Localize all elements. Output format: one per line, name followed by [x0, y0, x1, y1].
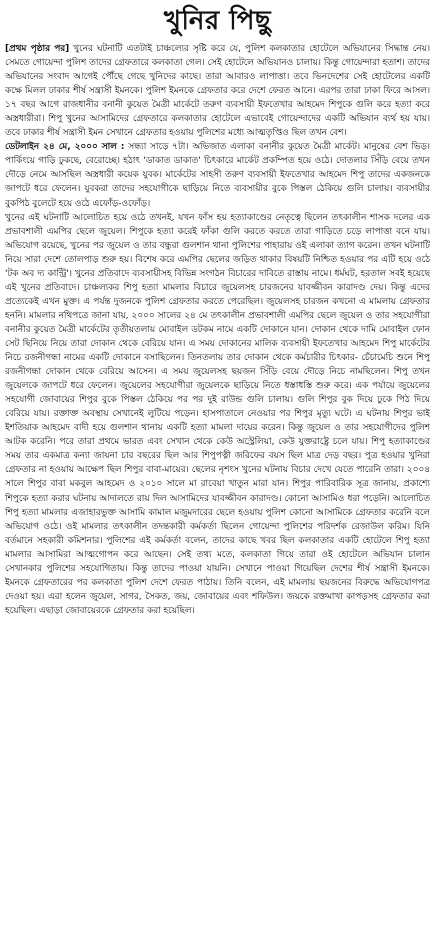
continued-label: [প্রথম পৃষ্ঠার পর]: [5, 44, 70, 54]
article-headline: খুনির পিছু: [163, 6, 272, 36]
article-paragraph: [5, 211, 430, 618]
article-paragraph: [5, 42, 430, 140]
article-body: [5, 42, 430, 929]
paragraph-text: সন্ধ্যা সাড়ে ৭টা। অভিজাত এলাকা বনানীর কুয়েত মৈত্রী মার্কেট। মানুষের বেশ ভিড়। পার্কিংয়ে গাড়ি ঢুকছে, বেরোচ্ছে। হঠাৎ 'ডাকাত ডাকাত' চিৎকারে মার্কেট প্রকম্পিত হয়ে ওঠে। দোতলার সিঁড়ি বেয়ে তখন দৌড়ে নেমে আসছিল অস্ত্রধারী কয়েক যুবক। মার্কেটের সাহসী তরুণ ব্যবসায়ী ইফতেখার আহমেদ শিপু তাদের একজনকে জাপটে ধরে ফেলেন। যুবকরা তাদের সহযোগীকে ছাড়িয়ে নিতে ব্যবসায়ীর বুকে পিস্তল ঠেকিয়ে গুলি চালায়। ব্যবসায়ীর বুকপিঠ বুলেটে হয়ে ওঠে এফোঁড়-ওফোঁড়।: [5, 142, 430, 209]
paragraph-text: খুনের ঘটনাটি এতটাই চাঞ্চল্যের সৃষ্টি করে যে, পুলিশ কলকাতার হোটেলে অভিযানের সিদ্ধান্ত নেয়। সেমতে গোয়েন্দা পুলিশ তাদের গ্রেফতারে কলকাতা গেল। সেই হোটেলে অভিযানও চালায়। কিন্তু গোয়েন্দারা হতাশ। তাদের অভিযানের সংবাদ আগেই পৌঁছে গেছে খুনিদের কাছে। তারা আবারও লাপাত্তা। তবে ভিনদেশের সেই হোটেলের একটি কক্ষে মিলল ঢাকার শীর্ষ সন্ত্রাসী ইমনকে। পুলিশ ইমনকে গ্রেফতার করে দেশে ফেরত আনে। এরপর তারা ঢাকা ফিরে আসল। ১৭ বছর আগে রাজধানীর বনানী কুয়েত মৈত্রী মার্কেটে তরুণ ব্যবসায়ী ইফতেখার আহমেদ শিপুকে গুলি করে হত্যা করে অস্ত্রধারীরা। শিপু খুনের আসামিদের গ্রেফতারে কলকাতার হোটেলে এভাবেই গোয়েন্দাদের একটি অভিযান ব্যর্থ হয় যায়। তবে ঢাকার শীর্ষ সন্ত্রাসী ইমন সেখানে গ্রেফতার হওয়ায় পুলিশের মধ্যে আত্মতৃপ্তিও ছিল তখন বেশ।: [5, 44, 430, 139]
dateline: ডেটলাইন ২৪ মে, ২০০০ সাল :: [5, 142, 125, 153]
article-paragraph: [5, 140, 430, 210]
paragraph-text: খুনের এই ঘটনাটি আলোচিত হয়ে ওঠে তখনই, যখন ফাঁস হয় হত্যাকাণ্ডের নেতৃত্বে ছিলেন তৎকালীন শাসক দলের এক প্রভাবশালী এমপির ছেলে জুয়েল। শিপুকে হত্যা করেই ফাঁকা গুলি করতে করতে তারা গাড়িতে চড়ে লাপাত্তা বনে যায়। অভিযোগ রয়েছে, খুনের পর জুয়েল ও তার বন্ধুরা গুলশান থানা পুলিশের পাহারায় ওই এলাকা ত্যাগ করেন। তখন ঘটনাটি নিয়ে সারা দেশে তোলপাড় শুরু হয়। বিশেষ করে এমপির ছেলের জড়িত থাকার বিষয়টি নিশ্চিত হওয়ার পর এটি হয়ে ওঠে 'টক অব দ্য কান্ট্রি'। খুনের প্রতিবাদে ব্যবসায়ীসহ বিভিন্ন সংগঠন বিচারের দাবিতে রাস্তায় নামে। ধর্মঘট, হরতাল সবই হয়েছে এই খুনের প্রতিবাদে। চাঞ্চল্যকর শিপু হত্যা মামলার বিচারে জুয়েলসহ চারজনের যাবজ্জীবন কারাদণ্ড দেয়। কিন্তু এদের প্রত্যেকেই এখন মুক্ত। এ পর্যন্ত দুজনকে পুলিশ গ্রেফতার করতে পেরেছিল। জুয়েলসহ চারজন কখনো এ মামলায় গ্রেফতার হননি। মামলার নথিপত্রে জানা যায়, ২০০০ সালের ২৪ মে তৎকালীন প্রভাবশালী এমপির ছেলে জুয়েল ও তার সহযোগীরা বনানীর কুয়েত মৈত্রী মার্কেটের তৃতীয়তলায় মোবাইল ডটকম নামে একটি দোকানে যান। দোকান থেকে দামি মোবাইল ফোন সেট ছিনিয়ে নিয়ে তারা দোকান থেকে বেরিয়ে যান। এ সময় দোকানের মালিক ব্যবসায়ী ইফতেখার আহমেদ শিপু মার্কেটের নিচে রজনীগন্ধা নামের একটি দোকানে বসাছিলেন। তিনতলায় তার দোকান থেকে কর্মচারীর চিৎকার- চেঁচামেচি শুনে শিপু রজনীগন্ধা দোকান থেকে বেরিয়ে আসেন। এ সময় জুয়েলসহ ছয়জন সিঁড়ি বেয়ে দৌড়ে নিচে নামছিলেন। শিপু তখন জুয়েলকে জাপটে ধরে ফেলেন। জুয়েলের সহযোগীরা জুয়েলকে ছাড়িয়ে নিতে ধস্তাধস্তি শুরু করে। এক পর্যায়ে জুয়েলের সহযোগী জোবায়ের শিপুর বুকে পিস্তল ঠেকিয়ে পর পর দুই রাউন্ড গুলি চালায়। গুলি শিপুর বুক দিয়ে ঢুকে পিঠ দিয়ে বেরিয়ে যায়। রক্তাক্ত অবস্থায় সেখানেই লুটিয়ে পড়েন। হাসপাতালে নেওয়ার পর শিপুর মৃত্যু ঘটে। এ ঘটনায় শিপুর ভাই ইশতিয়াক আহমেদ বাদী হয়ে গুলশান থানায় একটি হত্যা মামলা দায়ের করেন। কিন্তু জুয়েল ও তার সহযোগীদের পুলিশ আটক করেনি। পরে তারা প্রথমে ভারত এবং সেখান থেকে কেউ অস্ট্রেলিয়া, কেউ যুক্তরাষ্ট্রে চলে যায়। শিপু হত্যাকাণ্ডের সময় তার একমাত্র কন্যা জায়না চার বছরের ছিল আর শিপুপত্নী জরিফের বয়স ছিল মাত্র দেড় বছর। পুত্র হওয়ার খুনিরা গ্রেফতার না হওয়ায় আক্ষেপ ছিল শিপুর বাবা-মায়ের। ছেলের নৃশংস খুনের ঘটনায় বিচার দেখে যেতে পারেনি তারা। ২০০৪ সালে শিপুর বাবা মকবুল আহমেদ ও ২০১০ সালে মা রাবেয়া খাতুন মারা যান। শিপুর পারিবারিক সূত্র জানায়, প্রকাশ্যে শিপুকে হত্যা করার ঘটনায় আদালতে রায় দিল আসামিদের যাবজ্জীবন কারাদণ্ড। কোনো আসামিও ধরা পড়েনি। আলোচিত শিপু হত্যা মামলার এজাহারভুক্ত আসামি কামাল মজুমদারের ছেলে হওয়ায় পুলিশ কোনো আসামিকে গ্রেফতার করেনি বলে অভিযোগ ওঠে। ওই মামলার তৎকালীন তদন্তকারী কর্মকর্তা ছিলেন গোয়েন্দা পুলিশের পরিদর্শক রেজাউল করিম। যিনি বর্তমানে সহকারী কমিশনার। পুলিশের এই কর্মকর্তা বলেন, তাদের কাছে খবর ছিল কলকাতার একটি হোটেলে শিপু হত্যা মামলার আসামিরা আত্মগোপন করে আছেন। সেই তথ্য মতে, কলকাতা গিয়ে তারা ওই হোটেলে অভিযান চালান সেখানকার পুলিশের সহযোগিতায়। কিন্তু তাদের পাওয়া যায়নি। সেখানে পাওয়া গিয়েছিল দেশের শীর্ষ সন্ত্রাসী ইমনকে। ইমনকে গ্রেফতারের পর কলকাতা পুলিশ দেশে ফেরত পাঠায়। তিনি বলেন, এই মামলায় ছয়জনের বিরুদ্ধে অভিযোগপত্র দেওয়া হয়। এরা হলেন জুয়েল, সাগর, সৈকত, জয়, জোবায়ের এবং শফিউল। জয়কে রক্তমাখা কাপড়সহ গ্রেফতার করা হয়েছিল। এছাড়া জোবায়েরকে গ্রেফতার করা হয়েছিল।: [5, 212, 430, 616]
